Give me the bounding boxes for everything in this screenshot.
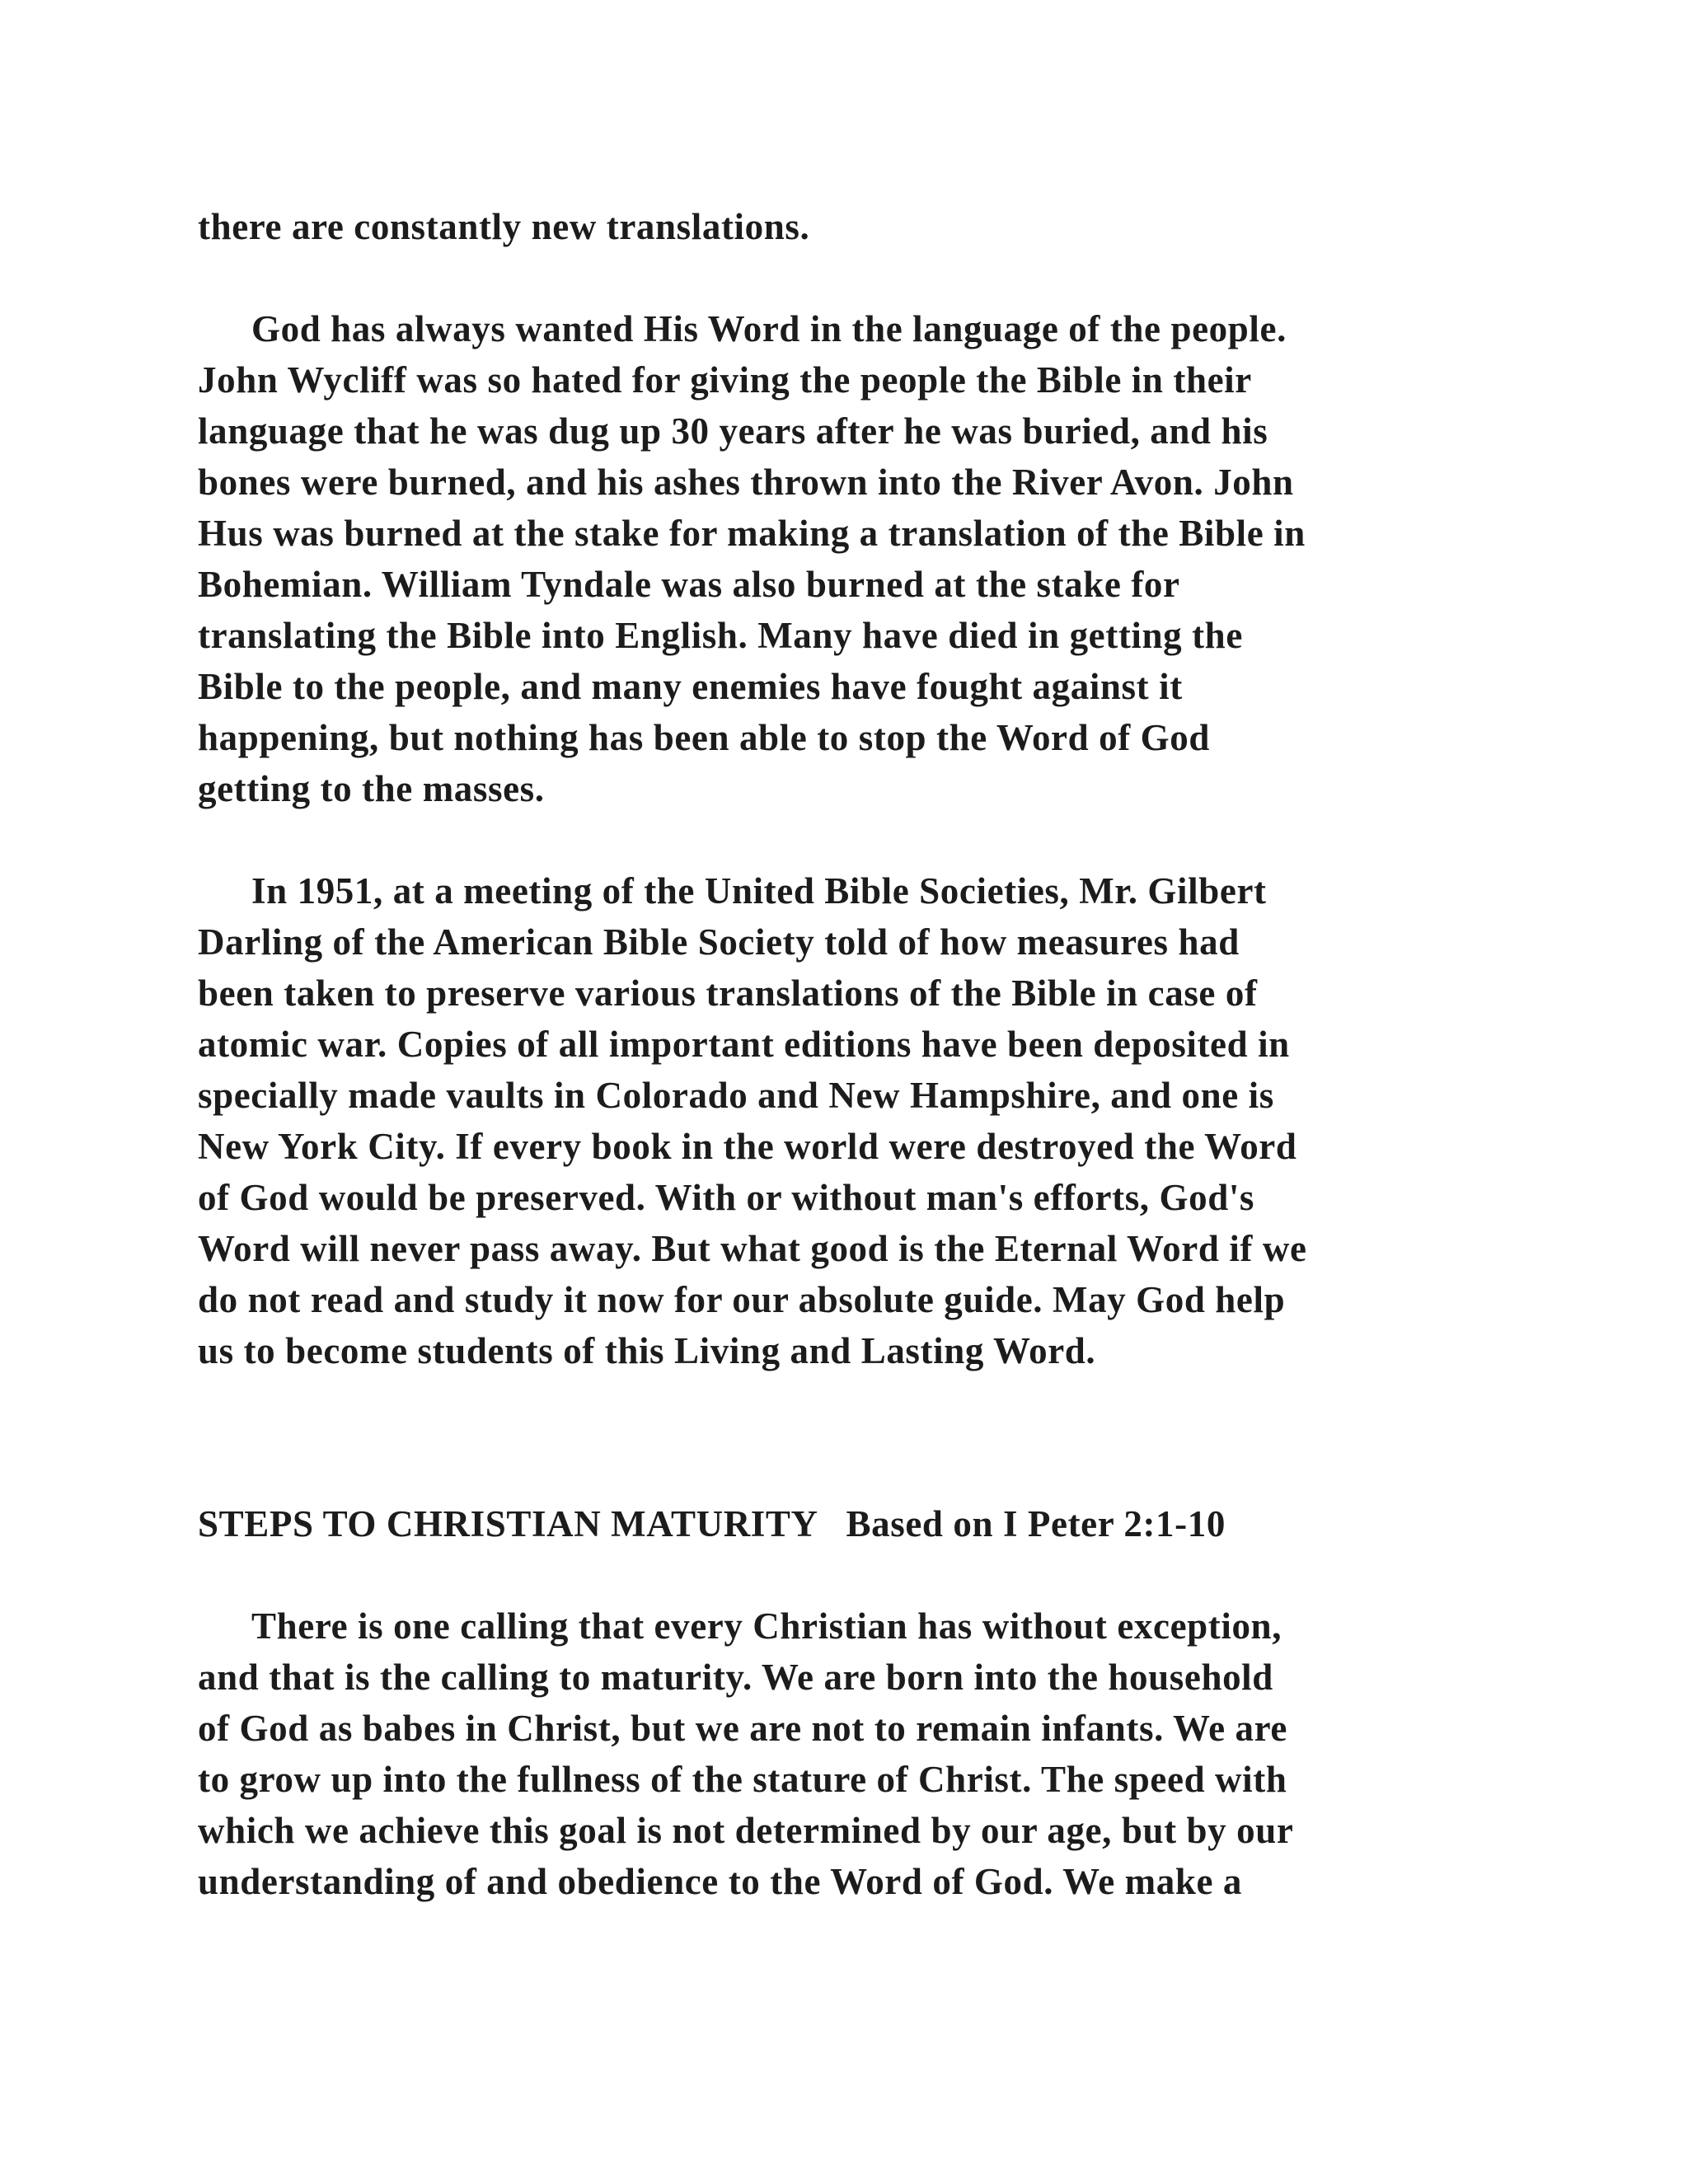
text-line: New York City. If every book in the world were destroyed the Word <box>198 1126 1297 1167</box>
text-line: bones were burned, and his ashes thrown into the River Avon. John <box>198 462 1294 503</box>
text-line: there are constantly new translations. <box>198 206 810 247</box>
text-line: which we achieve this goal is not determined by our age, but by our <box>198 1810 1294 1851</box>
text-line: us to become students of this Living and Lasting Word. <box>198 1330 1096 1371</box>
text-line: Word will never pass away. But what good is the Eternal Word if we <box>198 1228 1307 1269</box>
text-line: atomic war. Copies of all important editions have been deposited in <box>198 1024 1290 1065</box>
text-line: to grow up into the fullness of the stature of Christ. The speed with <box>198 1759 1287 1800</box>
text-line: of God as babes in Christ, but we are not to remain infants. We are <box>198 1708 1287 1749</box>
text-line: understanding of and obedience to the Word of God. We make a <box>198 1861 1242 1902</box>
text-line: John Wycliff was so hated for giving the people the Bible in their <box>198 359 1252 401</box>
text-line: language that he was dug up 30 years after he was buried, and his <box>198 410 1268 452</box>
text-line: of God would be preserved. With or without man's efforts, God's <box>198 1177 1255 1218</box>
text-line: translating the Bible into English. Many have died in getting the <box>198 615 1243 656</box>
section-heading: STEPS TO CHRISTIAN MATURITY Based on I Peter 2:1-10 <box>198 1503 1226 1544</box>
text-line: Darling of the American Bible Society told of how measures had <box>198 921 1240 963</box>
text-line: and that is the calling to maturity. We are born into the household <box>198 1657 1273 1698</box>
text-line: There is one calling that every Christian has without exception, <box>251 1605 1282 1647</box>
text-line: Bohemian. William Tyndale was also burned at the stake for <box>198 564 1180 605</box>
text-line: happening, but nothing has been able to stop the Word of God <box>198 717 1210 758</box>
text-line: been taken to preserve various translations of the Bible in case of <box>198 972 1258 1014</box>
text-line: In 1951, at a meeting of the United Bible Societies, Mr. Gilbert <box>251 870 1267 912</box>
text-line: Bible to the people, and many enemies have fought against it <box>198 666 1183 707</box>
text-line: specially made vaults in Colorado and New Hampshire, and one is <box>198 1075 1274 1116</box>
text-line: getting to the masses. <box>198 768 545 809</box>
text-line: God has always wanted His Word in the language of the people. <box>251 308 1287 349</box>
text-line: do not read and study it now for our absolute guide. May God help <box>198 1279 1286 1320</box>
text-line: Hus was burned at the stake for making a translation of the Bible in <box>198 513 1306 554</box>
